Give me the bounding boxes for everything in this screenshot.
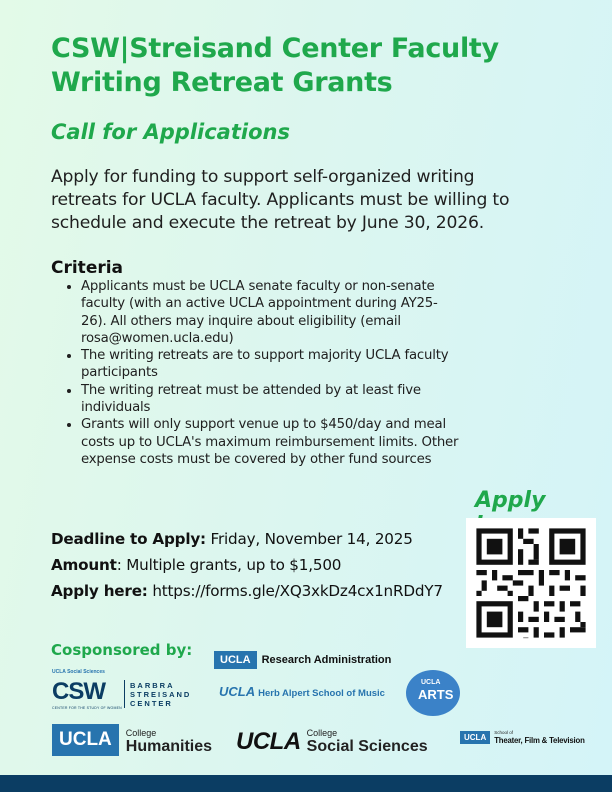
criteria-heading: Criteria — [51, 258, 124, 278]
page-title: CSW|Streisand Center Faculty Writing Retreat Grants — [51, 33, 499, 98]
tft-school-of: School of — [494, 730, 513, 735]
deadline-line — [51, 530, 413, 548]
criteria-item: • Grants will only support venue up to $450/day and meal costs up to UCLA's maximum reimbursement limits. Other expense costs must be covered by other fund sources — [81, 416, 461, 468]
csw-divider — [124, 680, 125, 708]
streisand-line1: BARBRA — [130, 681, 175, 690]
music-ucla-text: UCLA — [219, 684, 256, 699]
humanities-college: College — [125, 728, 157, 738]
criteria-item: • Applicants must be UCLA senate faculty or non-senate faculty (with an active UCLA appointment during AY25-26). All others may inquire about eligibility (email rosa@women.ucla.edu) — [81, 278, 461, 347]
streisand-line3: CENTER — [130, 699, 173, 708]
streisand-center-text — [130, 681, 191, 708]
cosponsored-heading: Cosponsored by: — [51, 641, 193, 659]
tft-logo — [460, 729, 585, 745]
music-text: Herb Alpert School of Music — [258, 688, 385, 699]
humanities-logo — [52, 723, 212, 757]
apply-link[interactable]: https://forms.gle/XQ3xkDz4cx1nRDdY7 — [152, 582, 443, 600]
criteria-item: • The writing retreat must be attended by at least five individuals — [81, 382, 461, 417]
tft-ucla-box: UCLA — [460, 731, 490, 744]
amount-value: : Multiple grants, up to $1,500 — [116, 556, 342, 574]
csw-mark: CSW — [52, 678, 105, 705]
social-sciences-logo — [236, 722, 428, 756]
herb-alpert-logo — [219, 684, 385, 699]
qr-code-icon — [466, 518, 596, 648]
humanities-text-group — [126, 726, 212, 754]
tft-text-group — [494, 729, 584, 745]
csw-top-text: UCLA Social Sciences — [52, 669, 105, 675]
qr-code[interactable] — [466, 518, 596, 648]
apply-label: Apply here: — [51, 582, 148, 600]
social-college: College — [306, 728, 338, 738]
csw-tag: CENTER FOR THE STUDY OF WOMEN — [52, 706, 122, 710]
humanities-ucla-box: UCLA — [52, 724, 119, 756]
streisand-line2: STREISAND — [130, 690, 192, 699]
csw-streisand-logo — [52, 669, 202, 714]
research-text: Research Administration — [261, 654, 392, 666]
intro-text: Apply for funding to support self-organized writing retreats for UCLA faculty. Applicants must be willing to schedule and execute the retreat by June 30, 2026. — [51, 167, 510, 233]
humanities-text: Humanities — [125, 738, 213, 755]
deadline-value: Friday, November 14, 2025 — [210, 530, 413, 548]
footer-bar — [0, 775, 612, 792]
social-ucla-text: UCLA — [236, 728, 301, 755]
criteria-list — [51, 278, 461, 468]
arts-ucla-text: UCLA — [421, 679, 441, 686]
amount-line — [51, 556, 341, 574]
social-text-group — [307, 726, 428, 754]
research-administration-logo — [214, 650, 391, 670]
apply-line — [51, 582, 443, 600]
ucla-arts-logo — [405, 668, 461, 718]
research-ucla-box: UCLA — [214, 651, 257, 669]
apply-here-heading: Apply — [475, 488, 546, 513]
criteria-item: • The writing retreats are to support majority UCLA faculty participants — [81, 347, 461, 382]
amount-label: Amount — [51, 556, 117, 574]
arts-text: ARTS — [418, 687, 454, 702]
tft-text: Theater, Film & Television — [494, 736, 585, 745]
social-text: Social Sciences — [306, 738, 428, 755]
page-subtitle: Call for Applications — [51, 120, 290, 144]
deadline-label: Deadline to Apply: — [51, 530, 206, 548]
